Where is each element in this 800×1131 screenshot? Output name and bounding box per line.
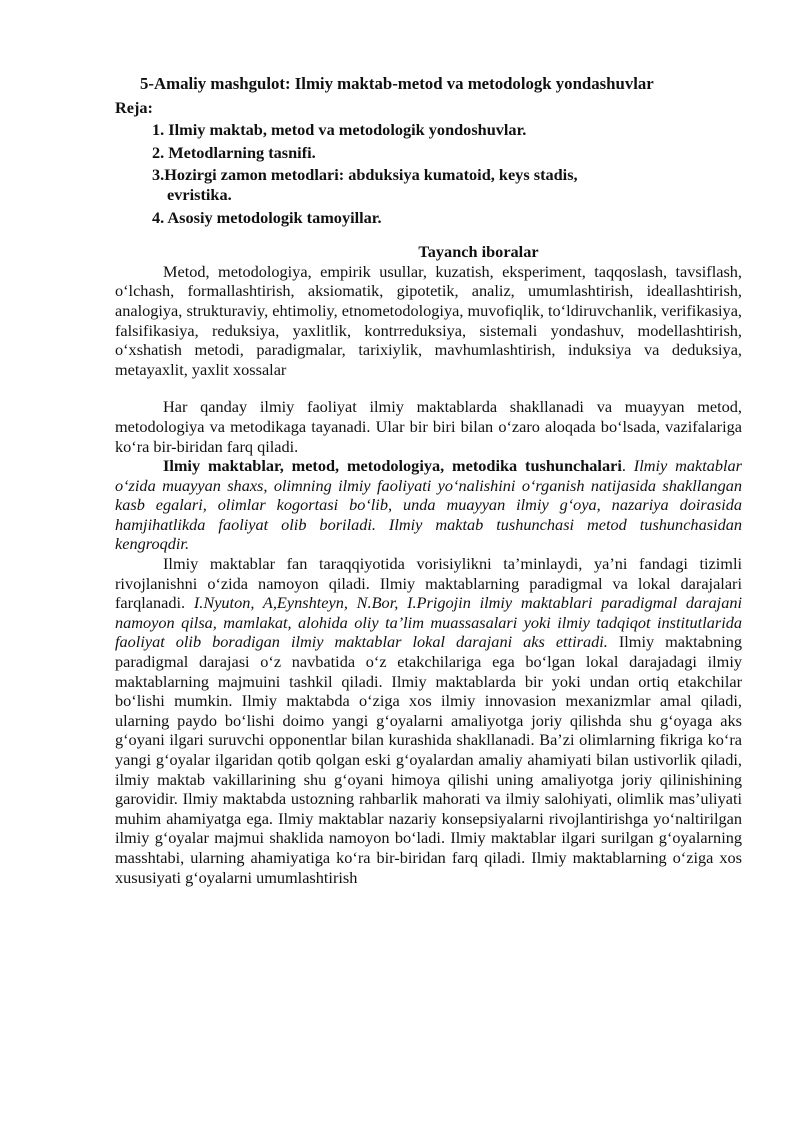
plan-item-1: 1. Ilmiy maktab, metod va metodologik yondoshuvlar. xyxy=(152,120,527,140)
paragraph-3-rest: Ilmiy maktabning paradigmal darajasi o‘z navbatida o‘z etakchilariga ega bo‘lgan lokal darajadagi ilmiy maktablarning majmuini tashkil qiladi. Ilmiy maktablarda bir yoki undan ortiq etakchilar bo‘lishi mumkin. Ilmiy maktabda o‘ziga xos ilmiy innovasion mexanizmlar amal qiladi, ularning paydo bo‘lishi doimo yangi g‘oyalarni amaliyotga joriy qilishda shu g‘oyaga aks g‘oyani ilgari suruvchi opponentlar bilan kurashida shakllanadi. Ba’zi olimlarning fikriga ko‘ra yangi g‘oyalar ilgaridan qotib qolgan eski g‘oyalardan amaliy ahamiyati bilan ustivorlik qiladi, ilmiy maktab vakillarining shu g‘oyani himoya qilishi uning amaliyotga joriy qilinishining garovidir. Ilmiy maktabda ustozning rahbarlik mahorati va ilmiy salohiyati, olimlik mas’uliyati muhim ahamiyatga ega. Ilmiy maktablar nazariy konsepsiyalarni rivojlantirishga yo‘naltirilgan ilmiy g‘oyalar majmui shaklida namoyon bo‘ladi. Ilmiy maktablar ilgari surilgan g‘oyalarning masshtabi, ularning ahamiyatiga ko‘ra bir-biridan farq qiladi. Ilmiy maktablarning o‘ziga xos xususiyati g‘oyalarni umumlashtirish xyxy=(115,632,743,887)
plan-item-2: 2. Metodlarning tasnifi. xyxy=(152,142,316,162)
paragraph-3-italic: I.Nyuton, A,Eynshteyn, N.Bor, I.Prigojin ilmiy maktablari paradigmal darajani namoyon qilsa, mamlakat, alohida oliy ta’lim muassasalari yoki ilmiy tadqiqot institutlarida faoliyat olib boradigan ilmiy maktablar lokal darajani aks ettiradi. xyxy=(115,593,742,652)
plan-item-3-continuation: evristika. xyxy=(167,184,232,204)
document-title: 5-Amaliy mashgulot: Ilmiy maktab-metod va metodologk yondashuvlar xyxy=(140,74,654,93)
paragraph-1: Har qanday ilmiy faoliyat ilmiy maktablarda shakllanadi va muayyan metod, metodologiya va metodikaga tayanadi. Ular bir biri bilan o‘zaro aloqada bo‘lsada, vazifalariga ko‘ra bir-biridan farq qiladi. xyxy=(115,397,742,456)
paragraph-2-bold-heading: Ilmiy maktablar, metod, metodologiya, metodika tushunchalari xyxy=(163,456,622,476)
paragraph-2-dot: . xyxy=(621,456,634,476)
plan-label: Reja: xyxy=(115,97,153,117)
plan-item-3: 3.Hozirgi zamon metodlari: abduksiya kumatoid, keys stadis, xyxy=(152,165,578,185)
plan-list xyxy=(115,120,742,227)
paragraph-2 xyxy=(115,456,742,554)
paragraph-3 xyxy=(115,554,742,887)
document-page xyxy=(115,74,742,887)
paragraph-3-start: Ilmiy maktablar fan taraqqiyotida vorisiylikni ta’minlaydi, ya’ni fandagi tizimli rivojlanishni o‘zida namoyon qiladi. Ilmiy maktablarning paradigmal va lokal darajalari farqlanadi. xyxy=(115,554,742,613)
plan-item-4: 4. Asosiy metodologik tamoyillar. xyxy=(152,207,382,227)
paragraph-2-italic: Ilmiy maktablar o‘zida muayyan shaxs, olimning ilmiy faoliyati yo‘nalishini o‘rganish natijasida shakllangan kasb egalari, olimlar kogortasi bo‘lib, unda muayyan ilmiy g‘oya, nazariya doirasida hamjihatlikda faoliyat olib boriladi. Ilmiy maktab tushunchasi metod tushunchasidan kengroqdir. xyxy=(115,456,743,554)
keywords-heading: Tayanch iboralar xyxy=(418,242,539,262)
keywords-paragraph: Metod, metodologiya, empirik usullar, kuzatish, eksperiment, taqqoslash, tavsiflash, o‘lchash, formallashtirish, aksiomatik, gipotetik, analiz, umumlashtirish, ideallashtirish, analogiya, strukturaviy, ehtimoliy, etnometodologiya, muvofiqlik, to‘ldiruvchanlik, verifikasiya, falsifikasiya, reduksiya, yaxlitlik, kontrreduksiya, sistemali yondashuv, modellashtirish, o‘xshatish metodi, paradigmalar, tarixiylik, mavhumlashtirish, induksiya va deduksiya, metayaxlit, yaxlit xossalar xyxy=(115,261,742,379)
